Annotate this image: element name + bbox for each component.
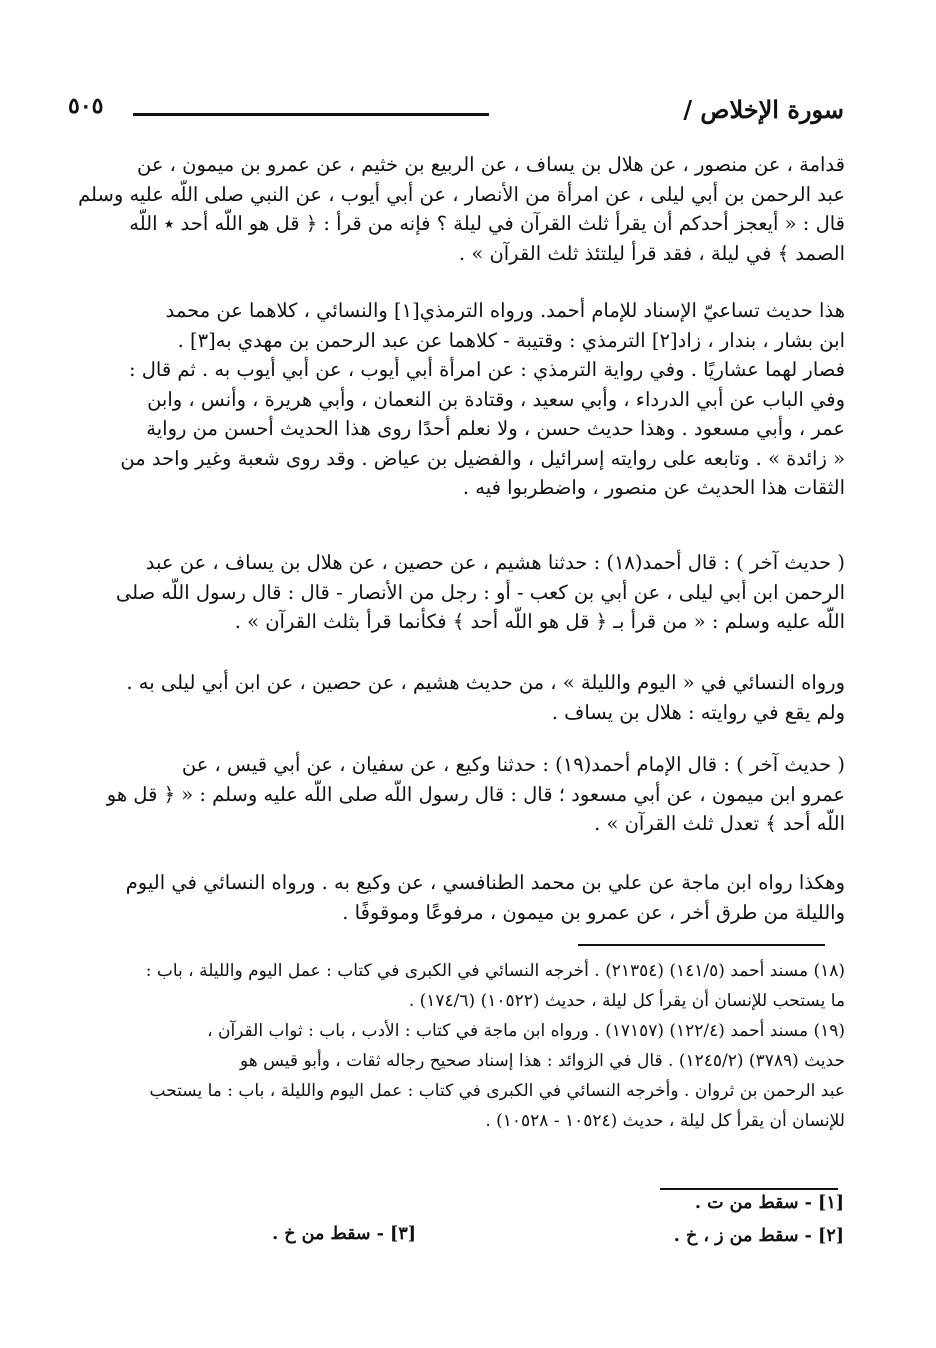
- variant-notes-separator: [660, 1188, 838, 1190]
- text-line: عمر ، وأبي مسعود . وهذا حديث حسن ، ولا نعلم أحدًا روى هذا الحديث أحسن من رواية: [146, 417, 845, 440]
- paragraph-another-hadith-1: [70, 548, 845, 637]
- text-line: ولم يقع في روايته : هلال بن يساف .: [551, 700, 845, 724]
- footnote-line: (١٨) مسند أحمد (١٤١/٥) (٢١٣٥٤) . أخرجه النسائي في الكبرى في كتاب : عمل اليوم والليلة ، باب :: [145, 961, 845, 981]
- text-line: الرحمن ابن أبي ليلى ، عن أبي بن كعب - أو : رجل من الأنصار - قال : قال رسول اللّه صلى: [115, 580, 845, 604]
- text-line: فصار لهما عشاريًا . وفي رواية الترمذي : عن امرأة أبي أيوب ، عن أبي أيوب به . ثم قال :: [128, 358, 845, 381]
- variant-note-1: [١] - سقط من ت .: [694, 1193, 844, 1213]
- paragraph-hadith-text: [70, 150, 845, 268]
- paragraph-nasai-narration: [70, 668, 845, 727]
- text-line: اللّه أحد ﴾ تعدل ثلث القرآن » .: [594, 812, 845, 835]
- footnote-line: حديث (٣٧٨٩) (١٢٤٥/٢) . قال في الزوائد : هذا إسناد صحيح رجاله ثقات ، وأبو قيس هو: [239, 1051, 845, 1071]
- footnote-separator: [578, 944, 825, 946]
- text-line: قال : « أيعجز أحدكم أن يقرأ ثلث القرآن في ليلة ؟ فإنه من قرأ : ﴿ قل هو اللّه أحد ٭ اللّه: [129, 212, 845, 235]
- variant-note-2: [٢] - سقط من ز ، خ .: [673, 1226, 844, 1246]
- text-line: عبد الرحمن بن أبي ليلى ، عن امرأة من الأنصار ، عن أبي أيوب ، عن النبي صلى اللّه عليه وسلم: [78, 182, 845, 206]
- header-rule: [133, 113, 489, 116]
- text-line: ( حديث آخر ) : قال الإمام أحمد(١٩) : حدثنا وكيع ، عن سفيان ، عن أبي قيس ، عن: [181, 753, 845, 776]
- footnote-line: للإنسان أن يقرأ كل ليلة ، حديث (١٠٥٢٤ - ١٠٥٢٨) .: [485, 1111, 845, 1131]
- footnote-18: [70, 956, 845, 1016]
- text-line: الصمد ﴾ في ليلة ، فقد قرأ ليلتئذ ثلث القرآن » .: [458, 241, 845, 265]
- footnote-line: ما يستحب للإنسان أن يقرأ كل ليلة ، حديث (١٠٥٢٢) (١٧٤/٦) .: [408, 991, 845, 1011]
- text-line: وفي الباب عن أبي الدرداء ، وأبي سعيد ، وقتادة بن النعمان ، وأبي هريرة ، وأنس ، وابن: [147, 387, 845, 411]
- text-line: اللّه عليه وسلم : « من قرأ بـ ﴿ قل هو اللّه أحد ﴾ فكأنما قرأ بثلث القرآن » .: [234, 610, 845, 633]
- text-line: الثقات هذا الحديث عن منصور ، واضطربوا فيه .: [462, 476, 845, 499]
- paragraph-another-hadith-2: [70, 750, 845, 839]
- text-line: والليلة من طرق أخر ، عن عمرو بن ميمون ، مرفوعًا وموقوفًا .: [342, 900, 845, 924]
- footnote-line: (١٩) مسند أحمد (١٢٢/٤) (١٧١٥٧) . ورواه ابن ماجة في كتاب : الأدب ، باب : ثواب القرآن ،: [207, 1021, 845, 1041]
- surah-title: سورة الإخلاص /: [683, 95, 844, 124]
- text-line: « زائدة » . وتابعه على روايته إسرائيل ، والفضيل بن عياض . وقد روى شعبة وغير واحد من: [120, 446, 845, 470]
- text-line: هذا حديث تساعيّ الإسناد للإمام أحمد. ورواه الترمذي[١] والنسائي ، كلاهما عن محمد: [165, 299, 845, 322]
- text-line: وهكذا رواه ابن ماجة عن علي بن محمد الطنافسي ، عن وكيع به . ورواه النسائي في اليوم: [125, 871, 845, 894]
- footnote-line: عبد الرحمن بن ثروان . وأخرجه النسائي في الكبرى في كتاب : عمل اليوم والليلة ، باب : ما يستحب: [149, 1081, 845, 1101]
- footnote-19: [70, 1016, 845, 1136]
- variant-note-3: [٣] - سقط من خ .: [272, 1224, 416, 1244]
- paragraph-ibn-majah: [70, 868, 845, 927]
- text-line: ( حديث آخر ) : قال أحمد(١٨) : حدثنا هشيم ، عن حصين ، عن هلال بن يساف ، عن عبد: [145, 551, 845, 574]
- text-line: عمرو ابن ميمون ، عن أبي مسعود ؛ قال : قال رسول اللّه صلى اللّه عليه وسلم : « ﴿ قل هو: [106, 782, 845, 806]
- text-line: ابن بشار ، بندار ، زاد[٢] الترمذي : وقتيبة - كلاهما عن عبد الرحمن بن مهدي به[٣] .: [177, 328, 845, 352]
- text-line: ورواه النسائي في « اليوم والليلة » ، من حديث هشيم ، عن حصين ، عن ابن أبي ليلى به .: [126, 671, 845, 694]
- text-line: قدامة ، عن منصور ، عن هلال بن يساف ، عن الربيع بن خثيم ، عن عمرو بن ميمون ، عن: [136, 153, 845, 176]
- page-number: ٥٠٥: [68, 93, 104, 119]
- paragraph-isnad-commentary: [70, 296, 845, 503]
